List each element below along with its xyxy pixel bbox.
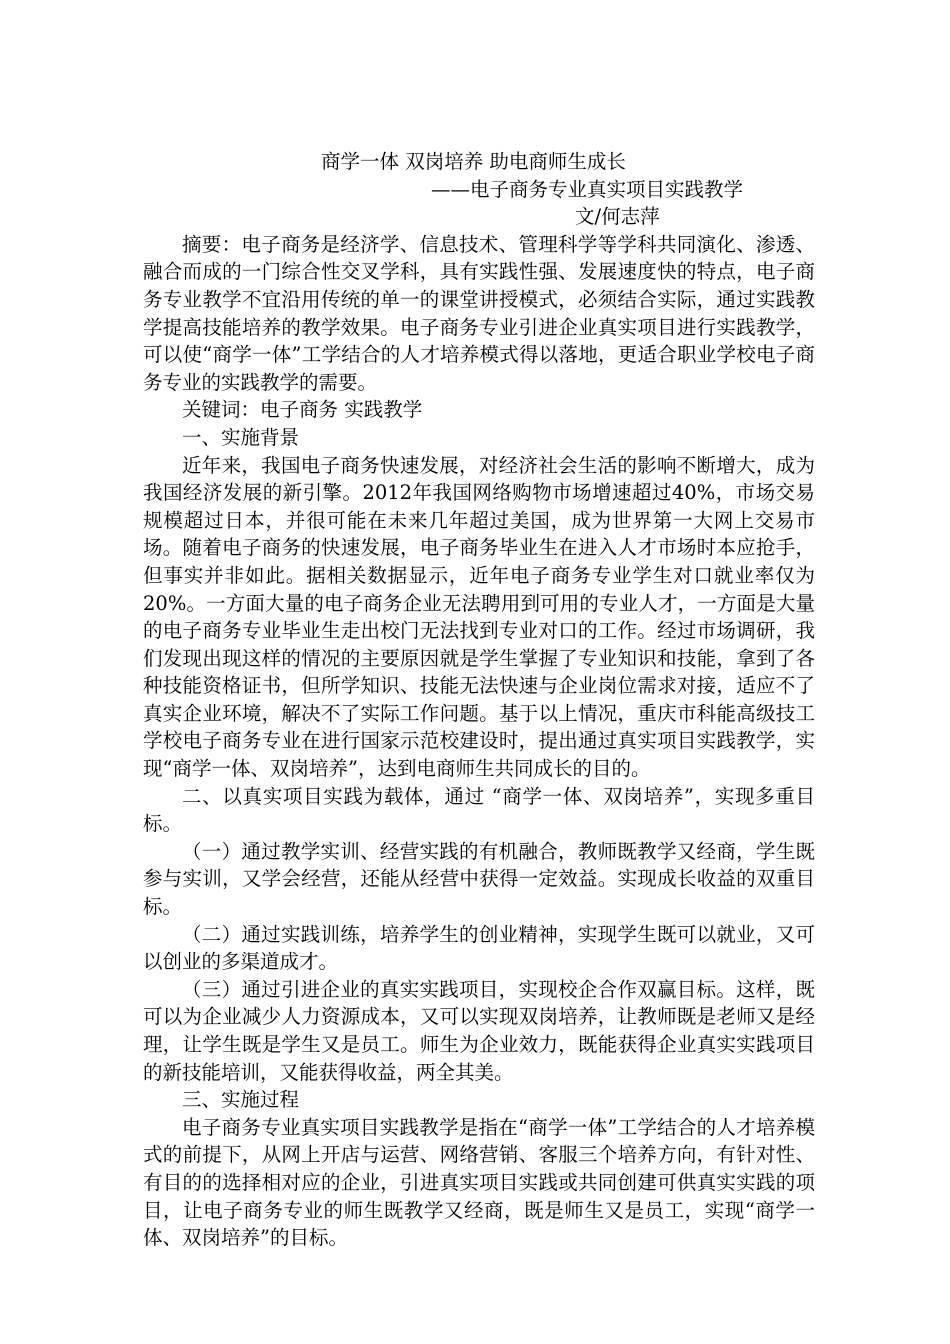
keywords-line: 关键词：电子商务 实践教学: [182, 398, 423, 422]
section-heading: 二、以真实项目实践为载体，通过 “商学一体、双岗培养”，实现多重目标。: [143, 784, 815, 836]
document-author: 文/何志萍: [575, 205, 660, 229]
abstract-paragraph: 摘要：电子商务是经济学、信息技术、管理科学等学科共同演化、渗透、融合而成的一门综合性交叉学科，具有实践性强、发展速度快的特点，电子商务专业教学不宜沿用传统的单一的课堂讲授模式，必须结合实际，通过实践教学提高技能培养的教学效果。电子商务专业引进企业真实项目进行实践教学，可以使“商学一体”工学结合的人才培养模式得以落地，更适合职业学校电子商务专业的实践教学的需要。: [143, 232, 815, 394]
document-page: [143, 148, 815, 1252]
document-title: 商学一体 双岗培养 助电商师生成长: [321, 150, 626, 173]
section-heading: 三、实施过程: [182, 1088, 300, 1112]
list-item-paragraph: （一）通过教学实训、经营实践的有机融合，教师既教学又经商，学生既参与实训，又学会经营，还能从经营中获得一定效益。实现成长收益的双重目标。: [143, 839, 815, 919]
body-paragraph: 近年来，我国电子商务快速发展，对经济社会生活的影响不断增大，成为我国经济发展的新引擎。2012年我国网络购物市场增速超过40%，市场交易规模超过日本，并很可能在未来几年超过美国，成为世界第一大网上交易市场。随着电子商务的快速发展，电子商务毕业生在进入人才市场时本应抢手，但事实并非如此。据相关数据显示，近年电子商务专业学生对口就业率仅为20%。一方面大量的电子商务企业无法聘用到可用的专业人才，一方面是大量的电子商务专业毕业生走出校门无法找到专业对口的工作。经过市场调研，我们发现出现这样的情况的主要原因就是学生掌握了专业知识和技能，拿到了各种技能资格证书，但所学知识、技能无法快速与企业岗位需求对接，适应不了真实企业环境，解决不了实际工作问题。基于以上情况，重庆市科能高级技工学校电子商务专业在进行国家示范校建设时，提出通过真实项目实践教学，实现“商学一体、双岗培养”，达到电商师生共同成长的目的。: [143, 453, 815, 781]
list-item-paragraph: （二）通过实践训练，培养学生的创业精神，实现学生既可以就业，又可以创业的多渠道成才。: [143, 922, 815, 974]
section-heading: 一、实施背景: [182, 425, 300, 449]
body-paragraph: 电子商务专业真实项目实践教学是指在“商学一体”工学结合的人才培养模式的前提下，从网上开店与运营、网络营销、客服三个培养方向，有针对性、有目的的选择相对应的企业，引进真实项目实践或共同创建可供真实实践的项目，让电子商务专业的师生既教学又经商，既是师生又是员工，实现“商学一体、双岗培养”的目标。: [143, 1115, 815, 1250]
list-item-paragraph: （三）通过引进企业的真实实践项目，实现校企合作双赢目标。这样，既可以为企业减少人力资源成本，又可以实现双岗培养，让教师既是老师又是经理，让学生既是学生又是员工。师生为企业效力，既能获得企业真实实践项目的新技能培训，又能获得收益，两全其美。: [143, 977, 815, 1084]
document-subtitle: ——电子商务专业真实项目实践教学: [431, 177, 744, 201]
